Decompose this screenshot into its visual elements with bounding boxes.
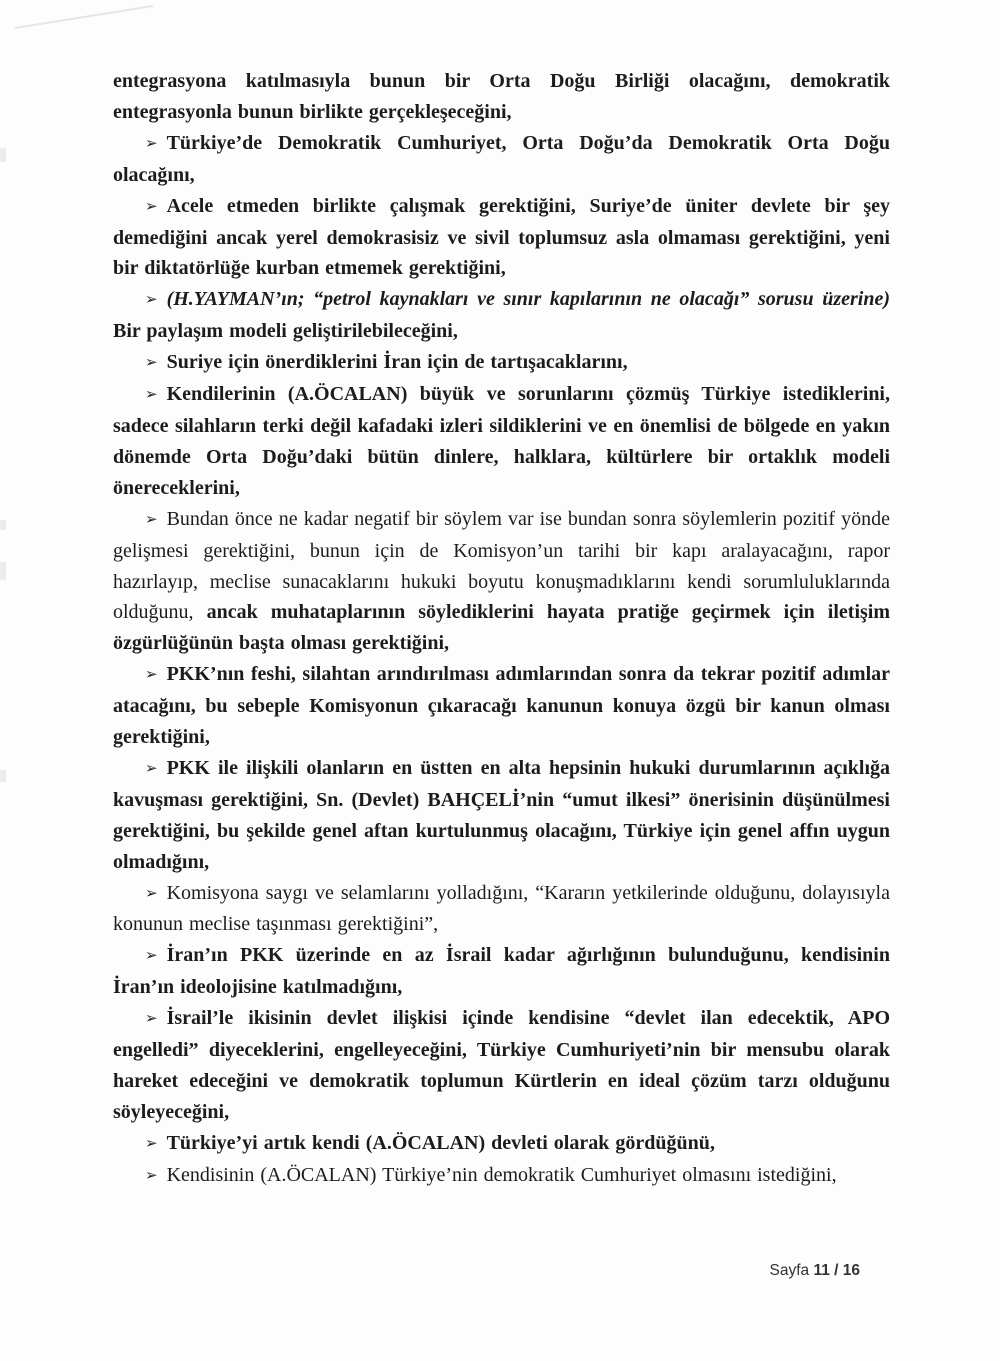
bullet-arrow-icon: ➢ <box>145 1133 158 1152</box>
bullet-item <box>113 1003 890 1128</box>
bullet-arrow-icon: ➢ <box>145 133 158 152</box>
text-run: PKK’nın feshi, silahtan arındırılması adımlarından sonra da tekrar pozitif adımlar atacağını, bu sebeple Komisyonun çıkaracağı kanunun konuya özgü bir kanun olması gerektiğini, <box>113 663 890 749</box>
text-run: Komisyona saygı ve selamlarını yolladığını, “Kararın yetkilerinde olduğunu, dolayısıyla konunun meclise taşınması gerektiğini”, <box>113 881 890 936</box>
text-run: İsrail’le ikisinin devlet ilişkisi içinde kendisine “devlet ilan edecektik, APO engelledi” diyeceklerini, engelleyeceğini, Türkiye Cumhuriyeti’nin bir mensubu olarak hareket edeceğini ve demokratik toplumun Kürtlerin en ideal çözüm tarzı olduğunu söyleyeceğini, <box>113 1007 890 1123</box>
bullet-arrow-icon: ➢ <box>145 1009 158 1028</box>
bullet-item <box>113 191 890 285</box>
bullet-arrow-icon: ➢ <box>145 883 158 902</box>
bullet-item <box>113 878 890 941</box>
bullet-arrow-icon: ➢ <box>145 946 158 965</box>
bullet-item <box>113 128 890 191</box>
bullet-arrow-icon: ➢ <box>145 196 158 215</box>
scan-artifact <box>15 5 154 29</box>
bullet-item <box>113 659 890 753</box>
bullet-item <box>113 284 890 347</box>
text-run: İran’ın PKK üzerinde en az İsrail kadar ağırlığının bulunduğunu, kendisinin İran’ın ideolojisine katılmadığını, <box>113 944 890 999</box>
text-run: Kendisinin (A.ÖCALAN) Türkiye’nin demokratik Cumhuriyet olmasını istediğini, <box>166 1163 837 1186</box>
bullet-arrow-icon: ➢ <box>145 758 158 777</box>
bullet-item <box>113 1128 890 1160</box>
bullet-item <box>113 504 890 660</box>
text-run: Suriye için önerdiklerini İran için de tartışacaklarını, <box>166 351 628 374</box>
bullet-arrow-icon: ➢ <box>145 353 158 372</box>
footer-label: Sayfa <box>769 1262 814 1279</box>
bullet-item <box>113 347 890 379</box>
text-run: Türkiye’yi artık kendi (A.ÖCALAN) devleti olarak gördüğünü, <box>166 1131 715 1154</box>
text-run: Kendilerinin (A.ÖCALAN) büyük ve sorunlarını çözmüş Türkiye istediklerini, sadece silahların terki değil kafadaki izleri sildiklerini ve en önemlisi de bölgede en yakın dönemde Orta Doğu’daki bütün dinlere, halklara, kültürlere bir ortaklık modeli önereceklerini, <box>113 383 890 499</box>
scan-artifact <box>0 562 6 580</box>
scan-artifact <box>0 520 6 530</box>
text-run: entegrasyona katılmasıyla bunun bir Orta Doğu Birliği olacağını, demokratik entegrasyonla bunun birlikte gerçekleşeceğini, <box>113 70 890 123</box>
scan-artifact <box>0 770 6 782</box>
text-run: Bir paylaşım modeli geliştirilebileceğini, <box>113 320 458 343</box>
text-run: (H.YAYMAN’ın; “petrol kaynakları ve sınır kapılarının ne olacağı” sorusu üzerine) <box>166 288 890 311</box>
bullet-arrow-icon: ➢ <box>145 290 158 309</box>
bullet-item <box>113 1160 890 1192</box>
paragraph <box>113 66 890 128</box>
text-run: Acele etmeden birlikte çalışmak gerektiğini, Suriye’de üniter devlete bir şey demediğini ancak yerel demokrasisiz ve sivil toplumsuz asla olmaması gerektiğini, yeni bir diktatörlüğe kurban etmemek gerektiğini, <box>113 194 890 280</box>
bullet-item <box>113 940 890 1003</box>
text-run: ancak muhataplarının söylediklerini hayata pratiğe geçirmek için iletişim özgürlüğünün başta olması gerektiğini, <box>113 601 891 655</box>
bullet-arrow-icon: ➢ <box>145 665 158 684</box>
bullet-arrow-icon: ➢ <box>145 509 158 528</box>
bullet-arrow-icon: ➢ <box>145 1165 158 1184</box>
bullet-item <box>113 753 890 878</box>
text-run: Bundan önce ne kadar negatif bir söylem var ise bundan sonra söylemlerin pozitif yönde gelişmesi gerektiğini, bunun için de Komisyon’un tarihi bir kapı aralayacağını, rapor hazırlayıp, meclise sunacaklarını hukuki boyutu konuşmadıklarını kendi sorumluluklarında olduğunu, <box>113 507 890 624</box>
bullet-arrow-icon: ➢ <box>145 385 158 404</box>
text-run: Türkiye’de Demokratik Cumhuriyet, Orta Doğu’da Demokratik Orta Doğu olacağını, <box>113 131 890 186</box>
text-run: PKK ile ilişkili olanların en üstten en alta hepsinin hukuki durumlarının açıklığa kavuşması gerektiğini, Sn. (Devlet) BAHÇELİ’nin “umut ilkesi” önerisinin düşünülmesi gerektiğini, bu şekilde genel aftan kurtulunmuş olacağını, Türkiye için genel affın uygun olmadığını, <box>113 756 890 873</box>
page-footer <box>770 1262 861 1280</box>
document-body <box>113 66 890 1192</box>
scan-artifact <box>0 148 6 162</box>
page-number: 11 / 16 <box>813 1262 860 1279</box>
bullet-item <box>113 379 890 504</box>
